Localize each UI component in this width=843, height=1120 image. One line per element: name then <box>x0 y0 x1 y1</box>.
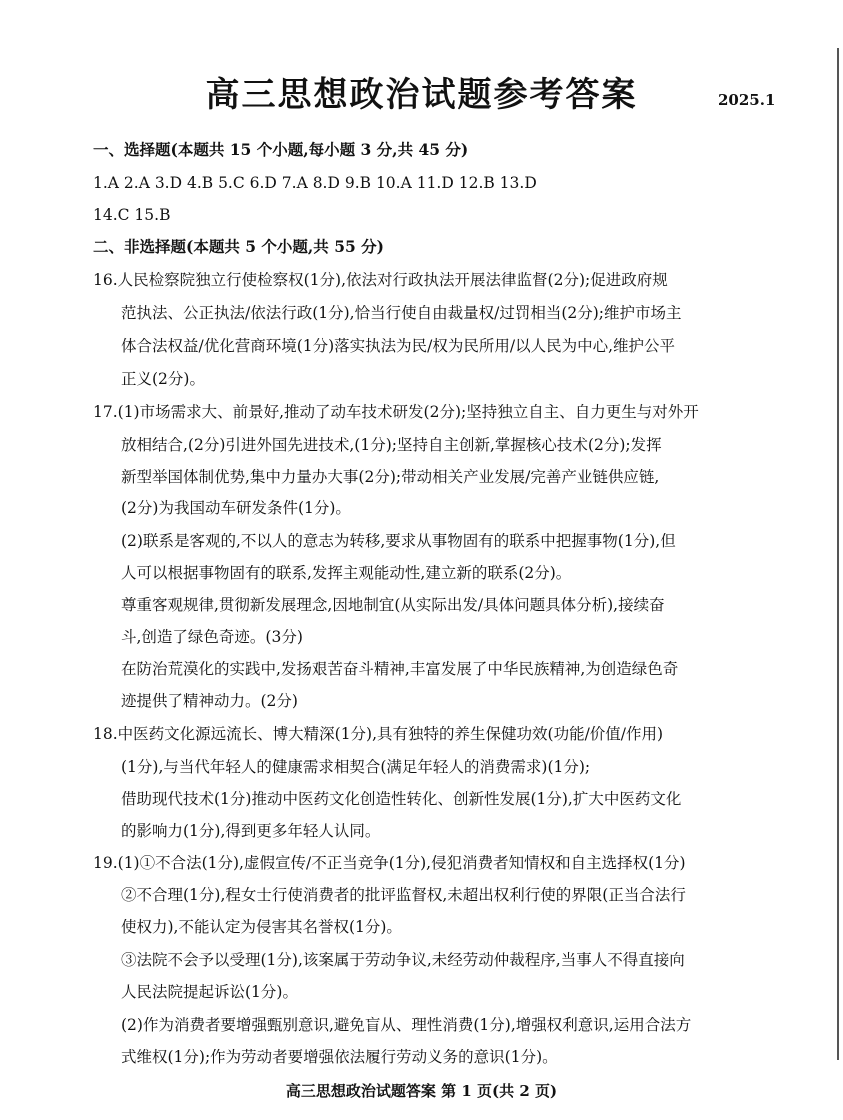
page-footer: 高三思想政治试题答案 第 1 页(共 2 页) <box>285 1082 558 1100</box>
answer-line: 使权力),不能认定为侵害其名誉权(1分)。 <box>121 918 402 936</box>
answer-line: 借助现代技术(1分)推动中医药文化创造性转化、创新性发展(1分),扩大中医药文化 <box>121 790 682 808</box>
answer-line: 斗,创造了绿色奇迹。(3分) <box>121 628 303 646</box>
answer-line: 式维权(1分);作为劳动者要增强依法履行劳动义务的意识(1分)。 <box>121 1048 558 1066</box>
page-edge-rule <box>837 48 839 1060</box>
answer-line: ③法院不会予以受理(1分),该案属于劳动争议,未经劳动仲裁程序,当事人不得直接向 <box>121 951 685 969</box>
answer-line: 17.(1)市场需求大、前景好,推动了动车技术研发(2分);坚持独立自主、自力更生与对外开 <box>93 403 699 421</box>
section-heading-nonchoice: 二、非选择题(本题共 5 个小题,共 55 分) <box>93 237 385 256</box>
choice-answers-line: 1.A 2.A 3.D 4.B 5.C 6.D 7.A 8.D 9.B 10.A 11.D 12.B 13.D <box>93 174 537 192</box>
answer-line: 16.人民检察院独立行使检察权(1分),依法对行政执法开展法律监督(2分);促进政府规 <box>93 271 668 289</box>
answer-line: 人可以根据事物固有的联系,发挥主观能动性,建立新的联系(2分)。 <box>121 564 572 582</box>
answer-line: 正义(2分)。 <box>121 370 205 388</box>
answer-line: 放相结合,(2分)引进外国先进技术,(1分);坚持自主创新,掌握核心技术(2分);发挥 <box>121 436 662 454</box>
answer-line: 体合法权益/优化营商环境(1分)落实执法为民/权为民所用/以人民为中心,维护公平 <box>121 337 676 355</box>
answer-line: 的影响力(1分),得到更多年轻人认同。 <box>121 822 381 840</box>
answer-line: 新型举国体制优势,集中力量办大事(2分);带动相关产业发展/完善产业链供应链, <box>121 468 660 486</box>
answer-line: 迹提供了精神动力。(2分) <box>121 692 298 710</box>
answer-line: 人民法院提起诉讼(1分)。 <box>121 983 298 1001</box>
answer-line: ②不合理(1分),程女士行使消费者的批评监督权,未超出权利行使的界限(正当合法行 <box>121 886 686 904</box>
answer-line: 在防治荒漠化的实践中,发扬艰苦奋斗精神,丰富发展了中华民族精神,为创造绿色奇 <box>121 660 679 678</box>
answer-line: (2)作为消费者要增强甄别意识,避免盲从、理性消费(1分),增强权利意识,运用合法方 <box>121 1016 692 1034</box>
answer-line: 18.中医药文化源远流长、博大精深(1分),具有独特的养生保健功效(功能/价值/作用) <box>93 725 664 743</box>
answer-line: (1分),与当代年轻人的健康需求相契合(满足年轻人的消费需求)(1分); <box>121 758 591 776</box>
answer-line: 尊重客观规律,贯彻新发展理念,因地制宜(从实际出发/具体问题具体分析),接续奋 <box>121 596 665 614</box>
answer-line: 19.(1)①不合法(1分),虚假宣传/不正当竞争(1分),侵犯消费者知情权和自主选择权(1分) <box>93 854 686 872</box>
answer-line: (2分)为我国动车研发条件(1分)。 <box>121 499 351 517</box>
exam-date: 2025.1 <box>718 91 776 109</box>
choice-answers-line: 14.C 15.B <box>93 206 171 224</box>
answer-line: 范执法、公正执法/依法行政(1分),恰当行使自由裁量权/过罚相当(2分);维护市场主 <box>121 304 682 322</box>
section-heading-choice: 一、选择题(本题共 15 个小题,每小题 3 分,共 45 分) <box>93 140 469 159</box>
page-title: 高三思想政治试题参考答案 <box>205 75 638 115</box>
answer-line: (2)联系是客观的,不以人的意志为转移,要求从事物固有的联系中把握事物(1分),但 <box>121 532 676 550</box>
